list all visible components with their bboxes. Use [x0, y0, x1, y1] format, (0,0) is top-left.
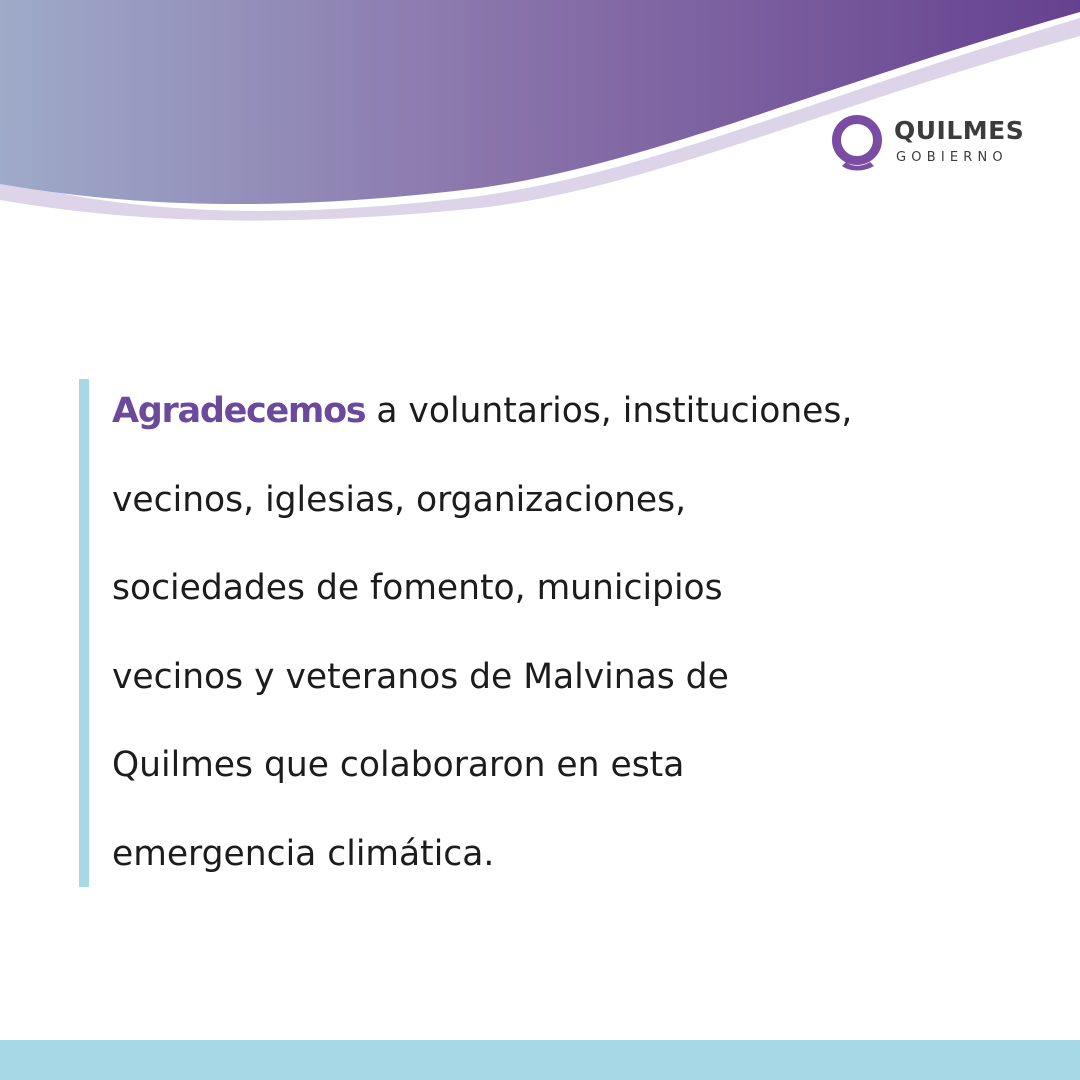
thank-you-message: [112, 367, 1012, 899]
message-highlight: Agradecemos: [112, 391, 366, 431]
message-line-2: vecinos, iglesias, organizaciones,: [112, 479, 687, 520]
message-line-4: vecinos y veteranos de Malvinas de: [112, 656, 729, 697]
quilmes-gobierno-logo: [830, 112, 1030, 176]
footer-band: [0, 1040, 1080, 1080]
logo-subtitle: GOBIERNO: [896, 150, 1008, 165]
quilmes-q-logo-icon: [830, 112, 886, 176]
message-line-1-text: a voluntarios, instituciones,: [365, 391, 853, 431]
message-line-5: Quilmes que colaboraron en esta: [112, 745, 685, 786]
accent-bar: [79, 379, 89, 887]
message-line-1: [112, 367, 1012, 456]
message-line-6: emergencia climática.: [112, 833, 495, 874]
message-line-3: sociedades de fomento, municipios: [112, 568, 723, 609]
logo-name: QUILMES: [894, 116, 1025, 145]
